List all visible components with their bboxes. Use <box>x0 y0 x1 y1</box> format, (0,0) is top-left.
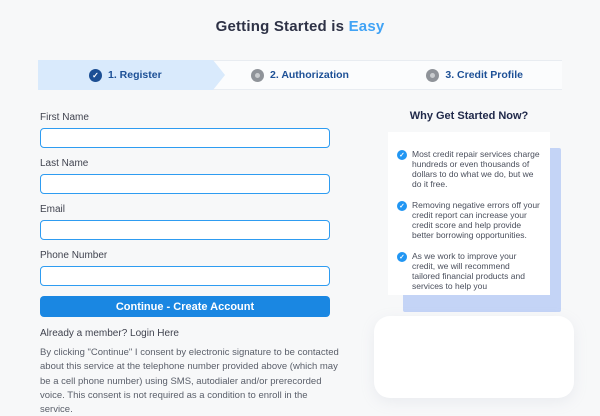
page-title-highlight: Easy <box>348 18 385 35</box>
empty-bottom-card <box>374 316 574 398</box>
check-icon: ✓ <box>397 201 407 211</box>
login-here-link[interactable]: Login Here <box>130 328 179 339</box>
circle-icon <box>426 69 439 82</box>
stepper-step-register[interactable] <box>38 60 213 90</box>
stepper-step-authorization[interactable] <box>213 61 388 89</box>
login-prompt <box>40 328 330 339</box>
consent-disclaimer: By clicking "Continue" I consent by electronic signature to be contacted about this service at the telephone number provided above (which may be a cell phone number) using SMS, autodialer and/or prerecorded voice. This consent is not required as a condition to enroll in the service. <box>40 347 339 415</box>
stepper <box>38 60 562 90</box>
benefit-text: Most credit repair services charge hundreds or even thousands of dollars to do what we do, but we do it free. <box>412 149 540 190</box>
login-prompt-text: Already a member? <box>40 328 128 339</box>
benefit-item <box>397 251 540 291</box>
last-name-label: Last Name <box>40 158 89 169</box>
continue-create-account-button[interactable]: Continue - Create Account <box>40 296 330 317</box>
benefit-item <box>397 149 540 189</box>
stepper-step-credit-profile[interactable] <box>387 61 562 89</box>
phone-number-label: Phone Number <box>40 250 108 261</box>
email-label: Email <box>40 204 66 215</box>
page-title-text: Getting Started is <box>215 18 345 35</box>
check-icon: ✓ <box>397 150 407 160</box>
step-label: 2. Authorization <box>270 69 349 81</box>
phone-number-field[interactable] <box>40 266 330 286</box>
check-circle-icon: ✓ <box>89 69 102 82</box>
first-name-field[interactable] <box>40 128 330 148</box>
last-name-field[interactable] <box>40 174 330 194</box>
email-field[interactable] <box>40 220 330 240</box>
check-icon: ✓ <box>397 252 407 262</box>
circle-icon <box>251 69 264 82</box>
step-label: 1. Register <box>107 69 162 81</box>
benefit-item <box>397 200 540 240</box>
benefit-text: Removing negative errors off your credit report can increase your credit score and help provide better borrowing opportunities. <box>412 200 540 241</box>
step-label: 3. Credit Profile <box>445 69 523 81</box>
first-name-label: First Name <box>40 112 89 123</box>
benefit-text: As we work to improve your credit, we will recommend tailored financial products and services to help you <box>412 251 525 292</box>
sidebar-heading: Why Get Started Now? <box>409 110 529 122</box>
benefits-card <box>388 132 550 295</box>
page-title <box>0 18 600 35</box>
register-form <box>40 112 339 416</box>
